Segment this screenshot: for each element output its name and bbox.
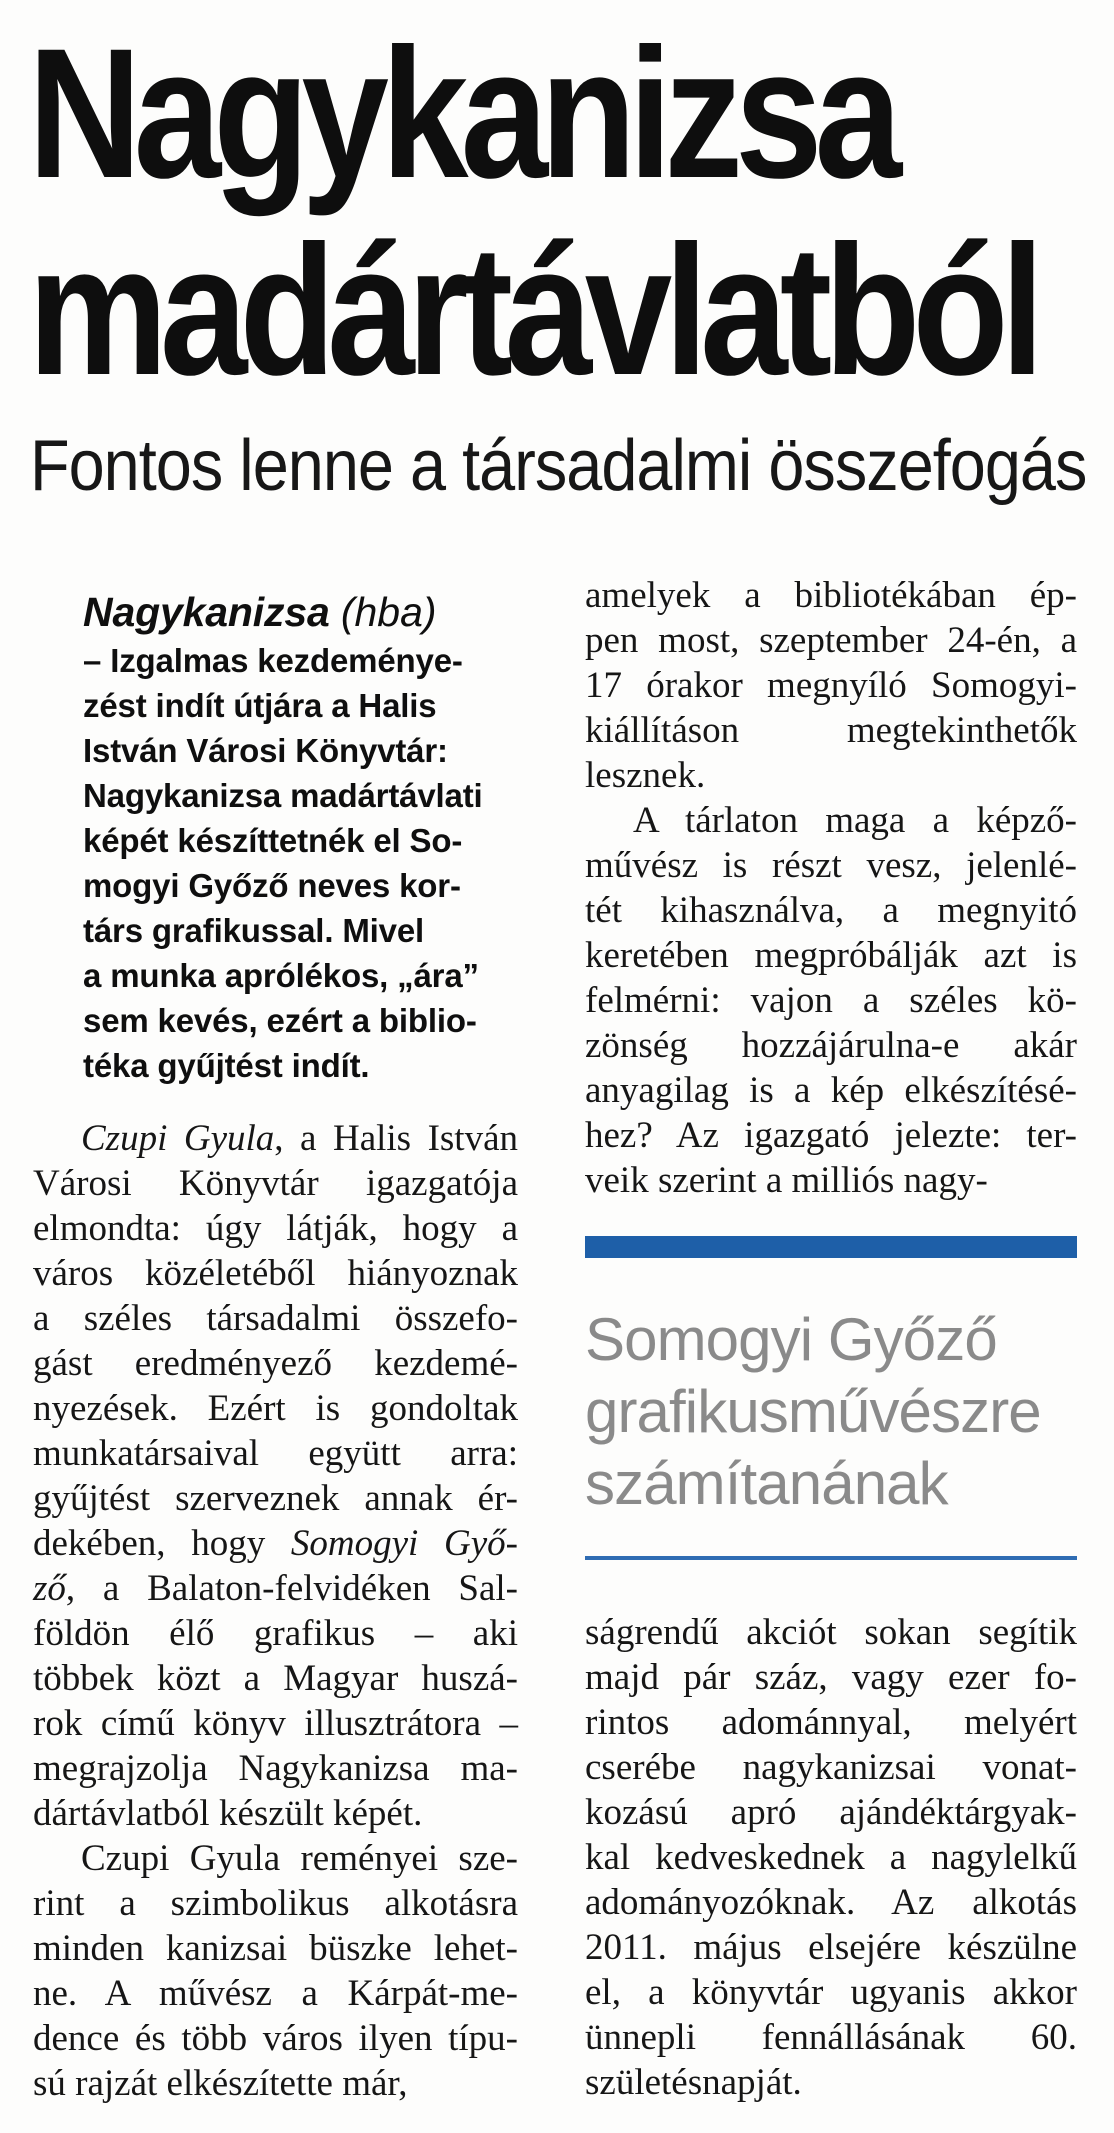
text-line: Czupi Gyula reményei sze- [81, 1838, 518, 1879]
body-paragraph [585, 1610, 1077, 2105]
text-line: dekében, hogy Somogyi Győ- [33, 1523, 518, 1564]
text-line: lesznek. [585, 755, 706, 796]
pullquote-top-bar [585, 1236, 1077, 1258]
lead-dateline-row [83, 587, 518, 637]
headline-line-1: Nagykanizsa [28, 11, 895, 217]
dateline: Nagykanizsa [83, 589, 330, 635]
text-line: amelyek a bibliotékában ép- [585, 575, 1077, 616]
text-line: el, a könyvtár ugyanis akkor [585, 1972, 1077, 2013]
text-line: hez? Az igazgató jelezte: ter- [585, 1115, 1077, 1156]
text-line: képét készíttetnék el So- [83, 822, 463, 859]
text-line: megrajzolja Nagykanizsa ma- [33, 1748, 518, 1789]
text-line: Czupi Gyula, a Halis István [81, 1118, 519, 1159]
text-line: elmondta: úgy látják, hogy a [33, 1208, 518, 1249]
pullquote [585, 1304, 1077, 1520]
text-line: ző, a Balaton-felvidéken Sal- [33, 1568, 518, 1609]
body-paragraph [33, 1836, 518, 2106]
text-line: ságrendű akciót sokan segítik [585, 1612, 1077, 1653]
lead-body [83, 638, 518, 1088]
text-line: tét kihasználva, a megnyitó [585, 890, 1077, 931]
text-line: földön élő grafikus – aki [33, 1613, 518, 1654]
text-line: rintos adománnyal, melyért [585, 1702, 1077, 1743]
text-line: munkatársaival együtt arra: [33, 1433, 518, 1474]
text-line: kiállításon megtekinthetők [585, 710, 1077, 751]
text-line: téka gyűjtést indít. [83, 1047, 370, 1084]
text-line: Somogyi Győző [585, 1306, 997, 1373]
headline-line-2: madártávlatból [28, 208, 1037, 414]
text-line: adományozóknak. Az alkotás [585, 1882, 1077, 1923]
article-headline [28, 11, 1114, 414]
text-line: – Izgalmas kezdeménye- [83, 642, 463, 679]
text-line: pen most, szeptember 24-én, a [585, 620, 1077, 661]
text-line: grafikusművészre [585, 1378, 1041, 1445]
text-line: mogyi Győző neves kor- [83, 867, 461, 904]
column-right [585, 573, 1077, 2105]
lead-paragraph [83, 587, 518, 1088]
text-line: rok című könyv illusztrátora – [33, 1703, 518, 1744]
pullquote-bottom-rule [585, 1556, 1077, 1560]
text-line: kozású apró ajándéktárgyak- [585, 1792, 1077, 1833]
text-line: majd pár száz, vagy ezer fo- [585, 1657, 1077, 1698]
body-paragraph [585, 798, 1077, 1203]
text-line: a széles társadalmi összefo- [33, 1298, 518, 1339]
text-line: számítanának [585, 1450, 948, 1517]
text-line: Városi Könyvtár igazgatója [33, 1163, 518, 1204]
text-line: város közéletéből hiányoznak [33, 1253, 518, 1294]
text-line: többek közt a Magyar huszá- [33, 1658, 518, 1699]
text-line: kal kedveskednek a nagylelkű [585, 1837, 1077, 1878]
text-line: minden kanizsai büszke lehet- [33, 1928, 518, 1969]
text-line: veik szerint a milliós nagy- [585, 1160, 988, 1201]
text-line: sem kevés, ezért a biblio- [83, 1002, 477, 1039]
text-line: keretében megpróbálják azt is [585, 935, 1077, 976]
text-line: ne. A művész a Kárpát-me- [33, 1973, 518, 2014]
text-line: ünnepli fennállásának 60. [585, 2017, 1077, 2058]
text-line: István Városi Könyvtár: [83, 732, 448, 769]
article-subheadline: Fontos lenne a társadalmi összefogás [30, 426, 1087, 506]
text-line: zönség hozzájárulna-e akár [585, 1025, 1077, 1066]
text-line: felmérni: vajon a széles kö- [585, 980, 1077, 1021]
text-line: nyezések. Ezért is gondoltak [33, 1388, 518, 1429]
text-line: társ grafikussal. Mivel [83, 912, 425, 949]
text-line: gyűjtést szerveznek annak ér- [33, 1478, 518, 1519]
column-left [33, 573, 518, 2106]
text-line: dence és több város ilyen típu- [33, 2018, 518, 2059]
text-line: Nagykanizsa madártávlati [83, 777, 483, 814]
text-line: 17 órakor megnyíló Somogyi- [585, 665, 1077, 706]
body-paragraph [33, 1116, 518, 1836]
text-line: születésnapját. [585, 2062, 802, 2103]
text-line: gást eredményező kezdemé- [33, 1343, 518, 1384]
text-line: dártávlatból készült képét. [33, 1793, 423, 1834]
text-line: anyagilag is a kép elkészítésé- [585, 1070, 1077, 1111]
byline-credit: (hba) [340, 589, 437, 635]
text-line: a munka aprólékos, „ára” [83, 957, 479, 994]
text-line: cserébe nagykanizsai vonat- [585, 1747, 1077, 1788]
text-line: zést indít útjára a Halis [83, 687, 437, 724]
text-line: A tárlaton maga a képző- [633, 800, 1077, 841]
text-line: 2011. május elsejére készülne [585, 1927, 1077, 1968]
body-paragraph [585, 573, 1077, 798]
text-line: rint a szimbolikus alkotásra [33, 1883, 518, 1924]
text-line: sú rajzát elkészítette már, [33, 2063, 408, 2104]
text-line: művész is részt vesz, jelenlé- [585, 845, 1077, 886]
